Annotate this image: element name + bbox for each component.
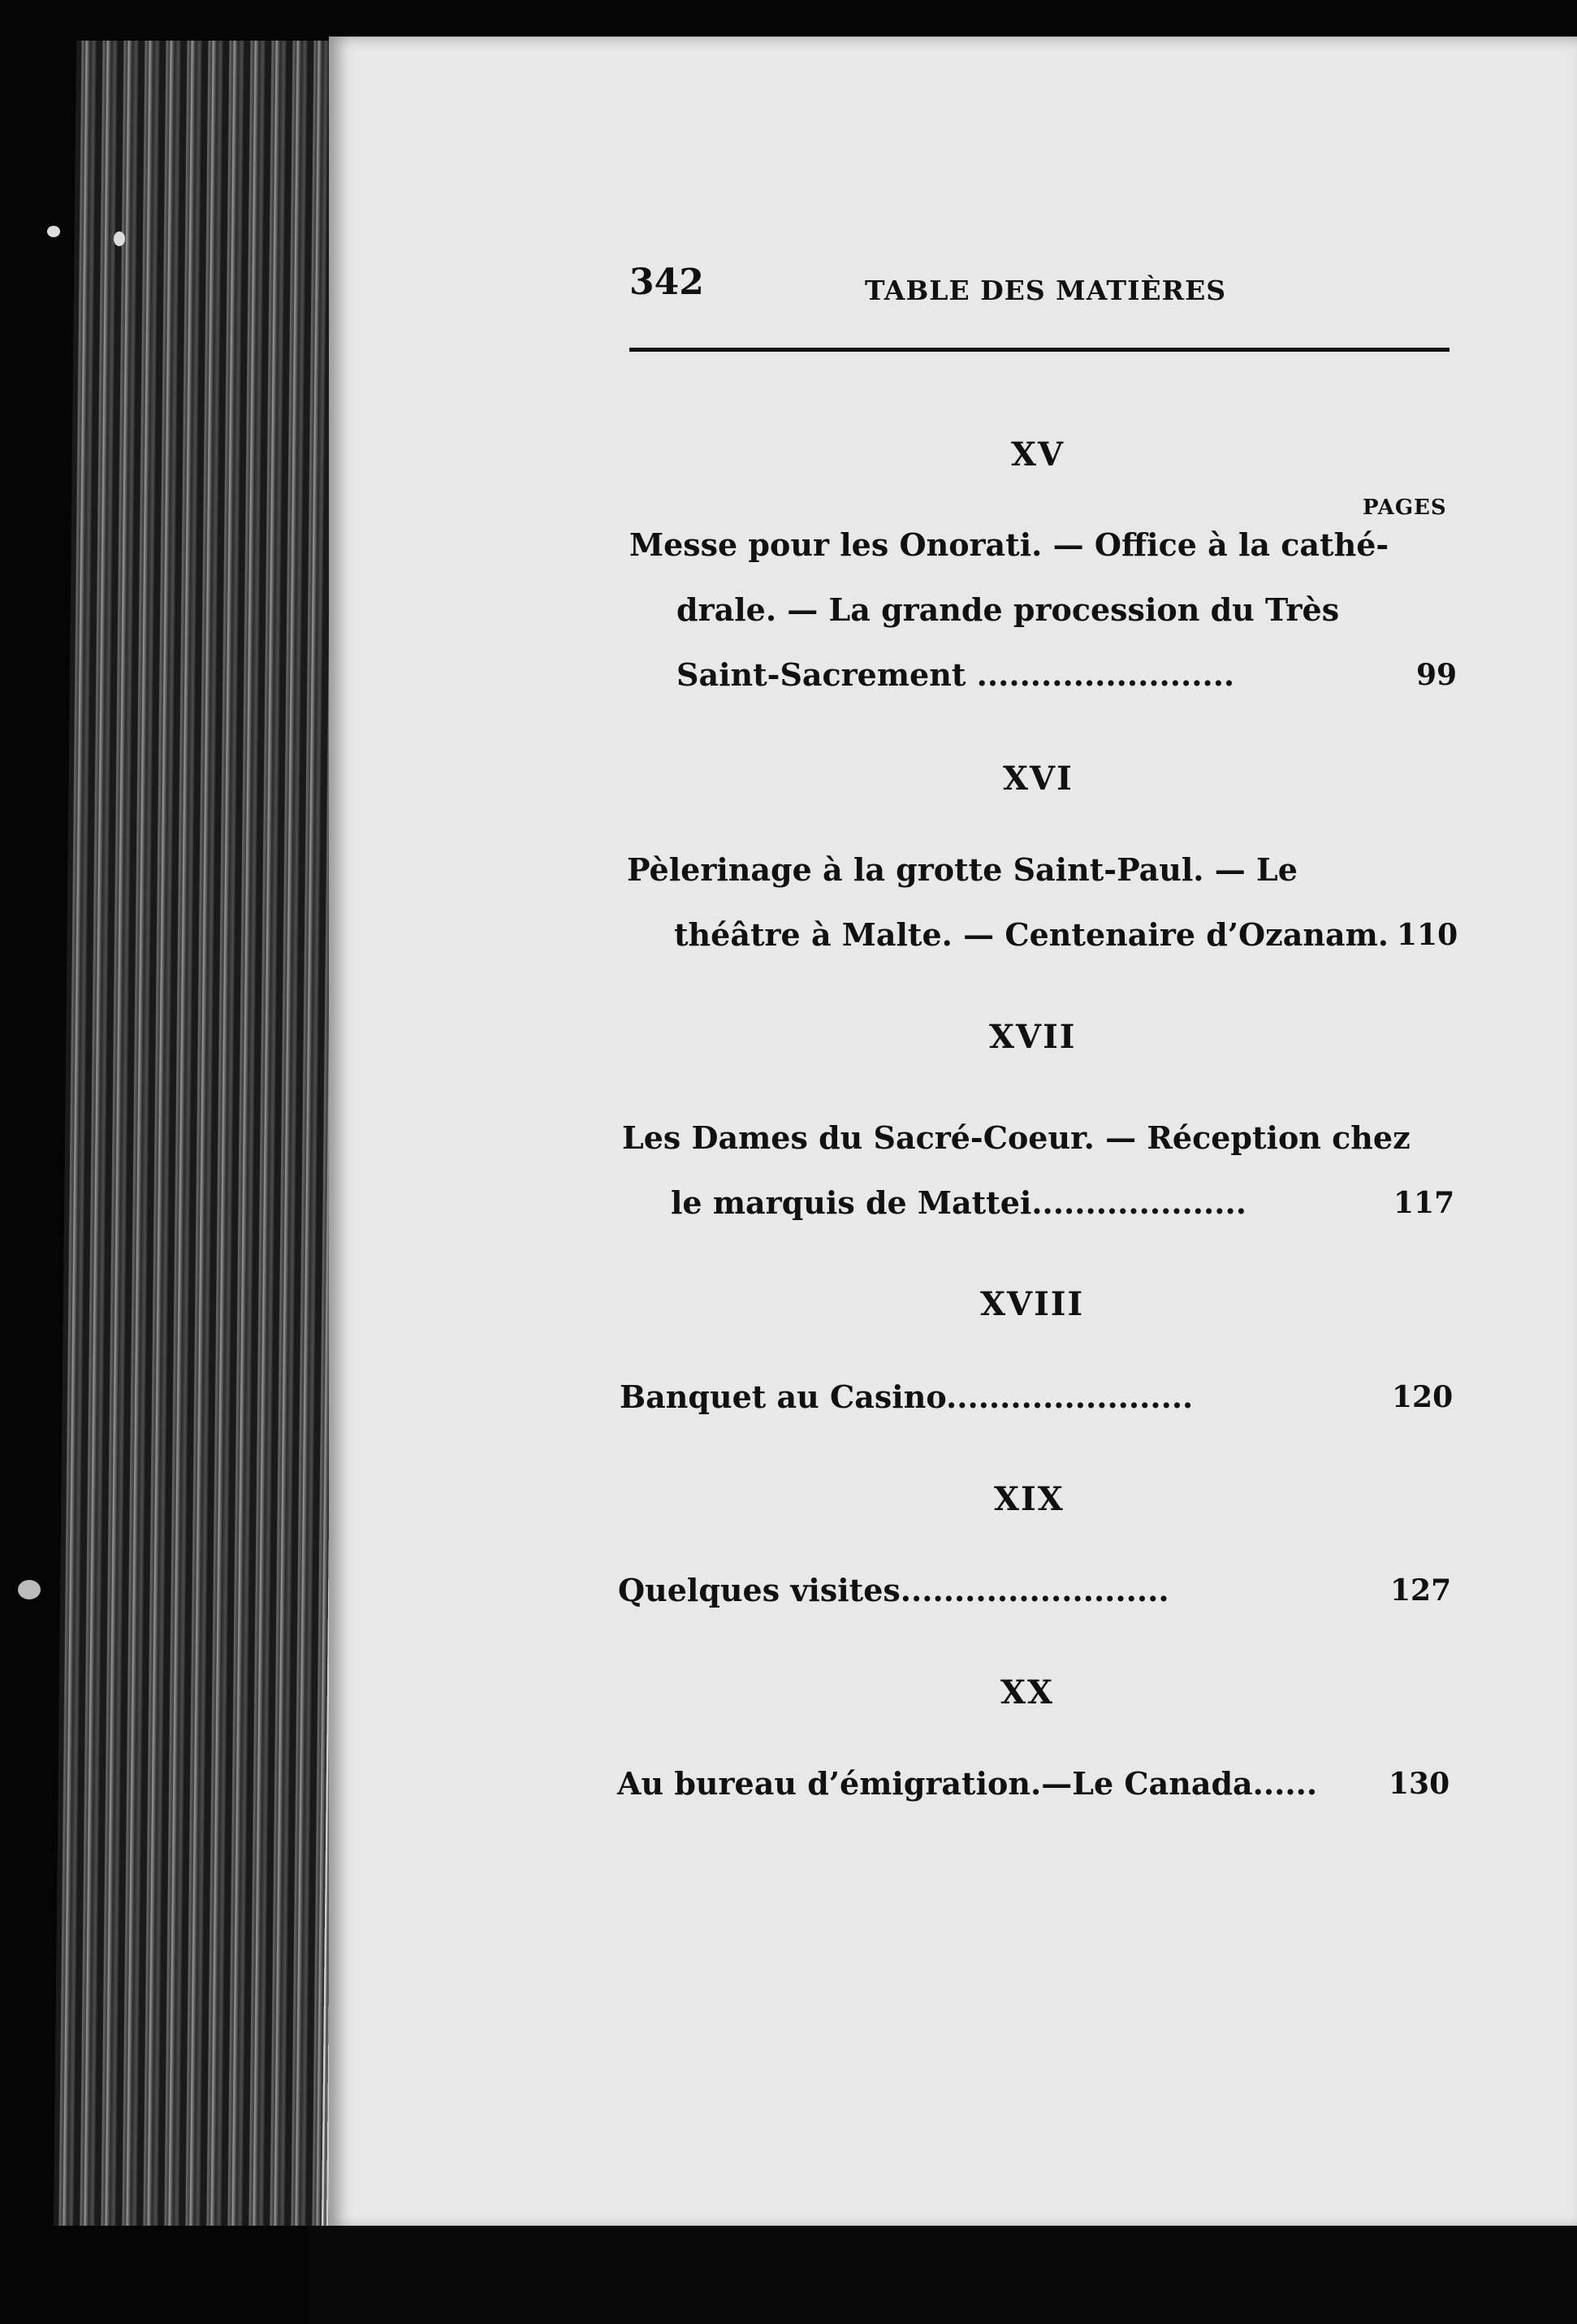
toc-line: Les Dames du Sacré-Coeur. — Réception chez <box>622 1119 1411 1156</box>
pages-label: PAGES <box>1363 496 1447 520</box>
toc-line: Quelques visites......................... <box>618 1572 1169 1608</box>
toc-line: drale. — La grande procession du Très <box>676 591 1340 628</box>
toc-line: le marquis de Mattei.................... <box>671 1184 1246 1221</box>
header-rule <box>629 348 1450 352</box>
page-reference: 120 <box>1392 1380 1454 1414</box>
page-reference: 117 <box>1393 1186 1455 1220</box>
page-reference: 99 <box>1416 658 1458 692</box>
book-page-edges <box>54 41 369 2226</box>
speck <box>47 226 60 237</box>
chapter-heading: XVIII <box>980 1285 1085 1323</box>
chapter-heading: XV <box>1011 435 1065 474</box>
page-reference: 130 <box>1389 1767 1450 1801</box>
toc-line: Pèlerinage à la grotte Saint-Paul. — Le <box>627 851 1298 888</box>
toc-line: Banquet au Casino....................... <box>620 1378 1194 1415</box>
speck <box>18 1580 41 1599</box>
toc-line: théâtre à Malte. — Centenaire d’Ozanam. <box>674 916 1389 953</box>
chapter-heading: XX <box>1000 1673 1055 1712</box>
chapter-heading: XVI <box>1003 760 1074 798</box>
page-title: TABLE DES MATIÈRES <box>865 275 1227 306</box>
chapter-heading: XIX <box>994 1480 1065 1518</box>
page-number: 342 <box>629 262 704 303</box>
chapter-heading: XVII <box>989 1018 1077 1056</box>
toc-line: Au bureau d’émigration.—Le Canada...... <box>617 1765 1318 1802</box>
speck <box>114 232 125 246</box>
page-reference: 127 <box>1390 1573 1452 1608</box>
page-reference: 110 <box>1397 918 1458 952</box>
toc-line: Messe pour les Onorati. — Office à la cathé- <box>629 526 1389 563</box>
bottom-shadow <box>309 2226 1577 2324</box>
toc-line: Saint-Sacrement ........................ <box>676 656 1235 693</box>
